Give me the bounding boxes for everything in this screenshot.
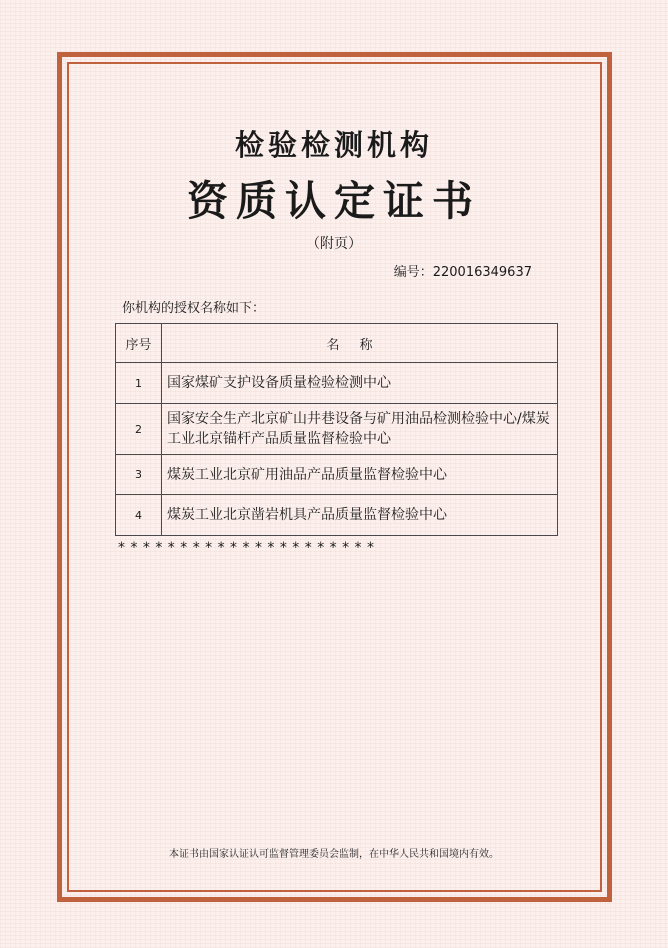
row-name: 煤炭工业北京凿岩机具产品质量监督检验中心	[162, 495, 558, 536]
appendix-subtitle: （附页）	[306, 236, 362, 252]
header-name: 名称	[162, 324, 558, 363]
row-seq: 2	[116, 404, 162, 455]
row-name: 国家煤矿支护设备质量检验检测中心	[162, 363, 558, 404]
authorized-names-table	[115, 323, 558, 536]
table-row	[116, 404, 558, 455]
certificate-title-line1: 检验检测机构	[234, 128, 433, 162]
certificate-title-line2: 资质认定证书	[187, 177, 481, 225]
end-of-list-stars: * * * * * * * * * * * * * * * * * * * * *	[118, 540, 375, 556]
table-header-row	[116, 324, 558, 363]
row-name: 煤炭工业北京矿用油品产品质量监督检验中心	[162, 455, 558, 495]
intro-text: 你机构的授权名称如下：	[122, 301, 266, 316]
table-row	[116, 363, 558, 404]
row-seq: 1	[116, 363, 162, 404]
header-seq: 序号	[116, 324, 162, 363]
row-seq: 3	[116, 455, 162, 495]
certificate-number: 编号：220016349637	[393, 265, 532, 280]
row-seq: 4	[116, 495, 162, 536]
table-row	[116, 455, 558, 495]
row-name: 国家安全生产北京矿山井巷设备与矿用油品检测检验中心/煤炭工业北京锚杆产品质量监督检验中心	[162, 404, 558, 455]
table-row	[116, 495, 558, 536]
footer-note: 本证书由国家认证认可监督管理委员会监制，在中华人民共和国境内有效。	[169, 849, 499, 860]
